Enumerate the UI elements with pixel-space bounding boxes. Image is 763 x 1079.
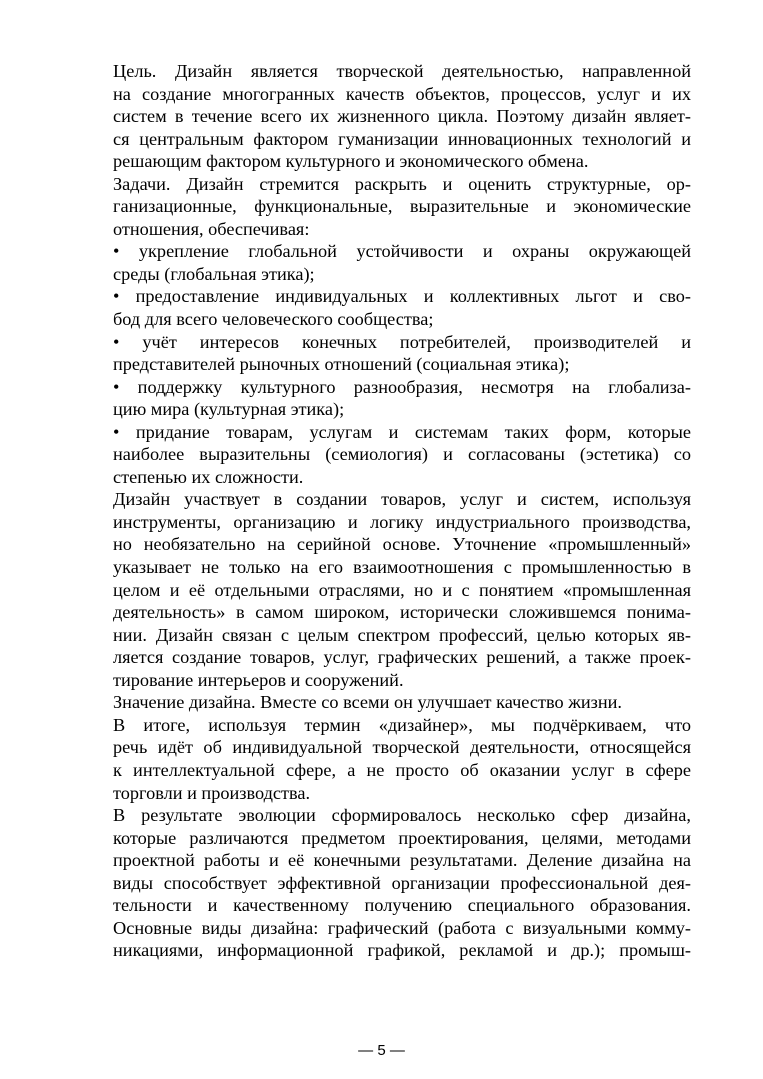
text-line: тельности и качественному получению специального образования. [113, 895, 691, 916]
text-line: ся центральным фактором гуманизации инновационных технологий и [113, 128, 691, 149]
text-line: Цель. Дизайн является творческой деятельностью, направленной [113, 61, 691, 81]
text-line: нии. Дизайн связан с целым спектром профессий, целью которых яв- [113, 624, 691, 645]
paragraph-industrial [73, 488, 691, 691]
text-line: систем в течение всего их жизненного цикла. Поэтому дизайн являет- [113, 106, 691, 127]
text-line: • поддержку культурного разнообразия, несмотря на глобализа- [113, 376, 691, 397]
page-number: — 5 — [358, 1042, 405, 1059]
bullet-item-benefits [73, 285, 691, 330]
text-line: никациями, информационной графикой, рекламой и др.); промыш- [113, 940, 691, 961]
body-text [73, 60, 691, 962]
text-line: • учёт интересов конечных потребителей, производителей и [113, 331, 691, 352]
paragraph-evolution [73, 804, 691, 962]
text-line: но необязательно на серийной основе. Уточнение «промышленный» [113, 534, 691, 555]
text-line: среды (глобальная этика); [113, 263, 315, 284]
text-line: Основные виды дизайна: графический (работа с визуальными комму- [113, 917, 691, 938]
text-line: ляется создание товаров, услуг, графических решений, а также проек- [113, 647, 691, 668]
text-line: Значение дизайна. Вместе со всеми он улучшает качество жизни. [113, 692, 622, 713]
bullet-item-global-ethics [73, 240, 691, 285]
paragraph-goal [73, 60, 691, 173]
text-line: степенью их сложности. [113, 466, 304, 487]
text-line: Дизайн участвует в создании товаров, услуг и систем, используя [113, 489, 691, 510]
text-line: цию мира (культурная этика); [113, 399, 345, 420]
text-line: тирование интерьеров и сооружений. [113, 669, 404, 690]
text-line: В итоге, используя термин «дизайнер», мы подчёркиваем, что [113, 714, 691, 735]
paragraph-designer-term [73, 714, 691, 804]
text-line: которые различаются предметом проектирования, целями, методами [113, 827, 691, 848]
text-line: виды способствует эффективной организации профессиональной дея- [113, 872, 691, 893]
text-line: бод для всего человеческого сообщества; [113, 309, 434, 330]
paragraph-significance [73, 691, 691, 714]
text-line: В результате эволюции сформировалось несколько сфер дизайна, [113, 805, 691, 826]
text-line: речь идёт об индивидуальной творческой деятельности, относящейся [113, 737, 691, 758]
text-line: инструменты, организацию и логику индустриального производства, [113, 511, 691, 532]
text-line: торговли и производства. [113, 782, 311, 803]
text-line: • придание товарам, услугам и системам таких форм, которые [113, 421, 691, 442]
text-line: на создание многогранных качеств объектов, процессов, услуг и их [113, 83, 691, 104]
bullet-item-cultural-ethics [73, 376, 691, 421]
bullet-item-social-ethics [73, 331, 691, 376]
text-line: • укрепление глобальной устойчивости и охраны окружающей [113, 241, 691, 262]
text-line: указывает не только на его взаимоотношения с промышленностью в [113, 557, 691, 578]
text-line: деятельность» в самом широком, исторически сложившемся понима- [113, 602, 691, 623]
text-line: целом и её отдельными отраслями, но и с понятием «промышленная [113, 579, 691, 600]
text-line: представителей рыночных отношений (социальная этика); [113, 354, 570, 375]
text-line: ганизационные, функциональные, выразительные и экономические [113, 196, 691, 217]
text-line: • предоставление индивидуальных и коллективных льгот и сво- [113, 286, 691, 307]
text-line: проектной работы и её конечными результатами. Деление дизайна на [113, 850, 691, 871]
bullet-item-forms [73, 421, 691, 489]
text-line: решающим фактором культурного и экономического обмена. [113, 151, 589, 172]
paragraph-tasks [73, 173, 691, 241]
text-line: к интеллектуальной сфере, а не просто об оказании услуг в сфере [113, 759, 691, 780]
text-line: отношения, обеспечивая: [113, 218, 310, 239]
text-line: наиболее выразительны (семиология) и согласованы (эстетика) со [113, 444, 691, 465]
text-line: Задачи. Дизайн стремится раскрыть и оценить структурные, ор- [113, 173, 691, 194]
